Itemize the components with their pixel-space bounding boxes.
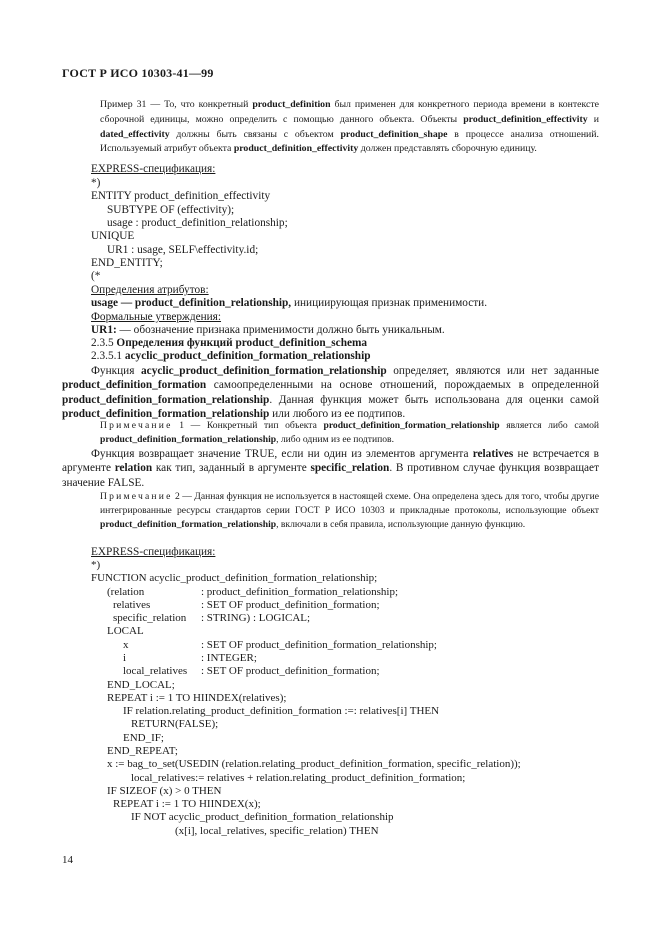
comment-close-2: *) xyxy=(91,559,101,571)
local-x-name: x xyxy=(123,639,129,651)
comment-close-1: *) xyxy=(91,177,101,189)
note-2: Примечание 2 — Данная функция не используется в настоящей схеме. Она определена здесь для того, чтобы другие интегрированные ресурсы стандартов серии ГОСТ Р ИСО 10303 и прикладные протоколы, использующие объект product_definition_formation_relationship, включали в себя правила, использующие данную функцию. xyxy=(100,491,599,530)
formal-rules-heading: Формальные утверждения: xyxy=(91,311,222,323)
local-x-type: : SET OF product_definition_formation_relationship; xyxy=(201,639,437,651)
section-2-3-5-1-title: 2.3.5.1 acyclic_product_definition_formation_relationship xyxy=(91,350,371,362)
local-relatives-type: : SET OF product_definition_formation; xyxy=(201,665,380,677)
if-not-line: IF NOT acyclic_product_definition_formation_relationship xyxy=(131,811,394,823)
express-heading-2: EXPRESS-спецификация: xyxy=(91,546,216,558)
param-relatives-type: : SET OF product_definition_formation; xyxy=(201,599,380,611)
unique-keyword: UNIQUE xyxy=(91,230,135,242)
return-value-paragraph: Функция возвращает значение TRUE, если ни один из элементов аргумента relatives не встречается в аргументе relation как тип, заданный в аргументе specific_relation. В противном случае функция возвращает значение FALSE. xyxy=(62,448,600,489)
repeat-x-line: REPEAT i := 1 TO HIINDEX(x); xyxy=(113,798,261,810)
param-specific-relation-name: specific_relation xyxy=(113,612,187,624)
note-1: Примечание 1 — Конкретный тип объекта product_definition_formation_relationship является либо самой product_definition_formation_relationship, либо одним из ее подтипов. xyxy=(100,420,600,445)
local-i-type: : INTEGER; xyxy=(201,652,257,664)
x-assignment-line: x := bag_to_set(USEDIN (relation.relating_product_definition_formation, specific_relation)); xyxy=(107,758,521,770)
param-relation-type: : product_definition_formation_relationship; xyxy=(201,586,399,598)
example-31: Пример 31 — То, что конкретный product_definition был применен для конкретного периода времени в контексте сборочной единицы, можно определить с помощью данного объекта. Объекты product_definition_effectivity и dated_effectivity должны быть связаны с объектом product_definition_shape в процессе анализа отношений. Используемый атрибут объекта product_definition_effectivity должен представлять сборочную единицу. xyxy=(100,99,599,155)
attribute-definition: usage — product_definition_relationship, инициирующая признак применимости. xyxy=(91,297,488,309)
subtype-line: SUBTYPE OF (effectivity); xyxy=(107,204,235,216)
page-number: 14 xyxy=(62,854,73,866)
param-relatives-name: relatives xyxy=(113,599,151,611)
return-false-line: RETURN(FALSE); xyxy=(131,718,219,730)
end-repeat-line: END_REPEAT; xyxy=(107,745,178,757)
express-heading-1: EXPRESS-спецификация: xyxy=(91,163,216,175)
function-declaration: FUNCTION acyclic_product_definition_formation_relationship; xyxy=(91,572,378,584)
local-keyword: LOCAL xyxy=(107,625,144,637)
section-2-3-5-title: 2.3.5 Определения функций product_definition_schema xyxy=(91,337,368,349)
repeat-relatives-line: REPEAT i := 1 TO HIINDEX(relatives); xyxy=(107,692,287,704)
standard-header: ГОСТ Р ИСО 10303-41—99 xyxy=(62,66,214,80)
function-description-paragraph: Функция acyclic_product_definition_formation_relationship определяет, являются или нет заданные product_definition_formation самоопределенными на основе отношений, порождаемых в определенной product_definition_formation_relationship. Данная функция может быть использована для оценки самой product_definition_formation_relationship или любого из ее подтипов. xyxy=(62,365,599,420)
attributes-heading: Определения атрибутов: xyxy=(91,284,209,296)
end-if-line: END_IF; xyxy=(123,732,164,744)
param-specific-relation-type: : STRING) : LOGICAL; xyxy=(201,612,311,624)
local-i-name: i xyxy=(123,652,127,664)
unique-rule-line: UR1 : usage, SELF\effectivity.id; xyxy=(107,244,259,256)
recursive-call-args-line: (x[i], local_relatives, specific_relation) THEN xyxy=(175,825,379,837)
local-relatives-name: local_relatives xyxy=(123,665,188,677)
formal-rule-ur1: UR1: — обозначение признака применимости должно быть уникальным. xyxy=(91,324,445,336)
entity-declaration: ENTITY product_definition_effectivity xyxy=(91,190,271,202)
comment-open-1: (* xyxy=(91,270,101,282)
end-local-keyword: END_LOCAL; xyxy=(107,679,175,691)
end-entity-line: END_ENTITY; xyxy=(91,257,163,269)
usage-attribute-line: usage : product_definition_relationship; xyxy=(107,217,288,229)
if-relation-line: IF relation.relating_product_definition_formation :=: relatives[i] THEN xyxy=(123,705,440,717)
local-relatives-assignment-line: local_relatives:= relatives + relation.relating_product_definition_formation; xyxy=(131,772,466,784)
if-sizeof-line: IF SIZEOF (x) > 0 THEN xyxy=(107,785,222,797)
param-relation-name: (relation xyxy=(107,586,145,598)
